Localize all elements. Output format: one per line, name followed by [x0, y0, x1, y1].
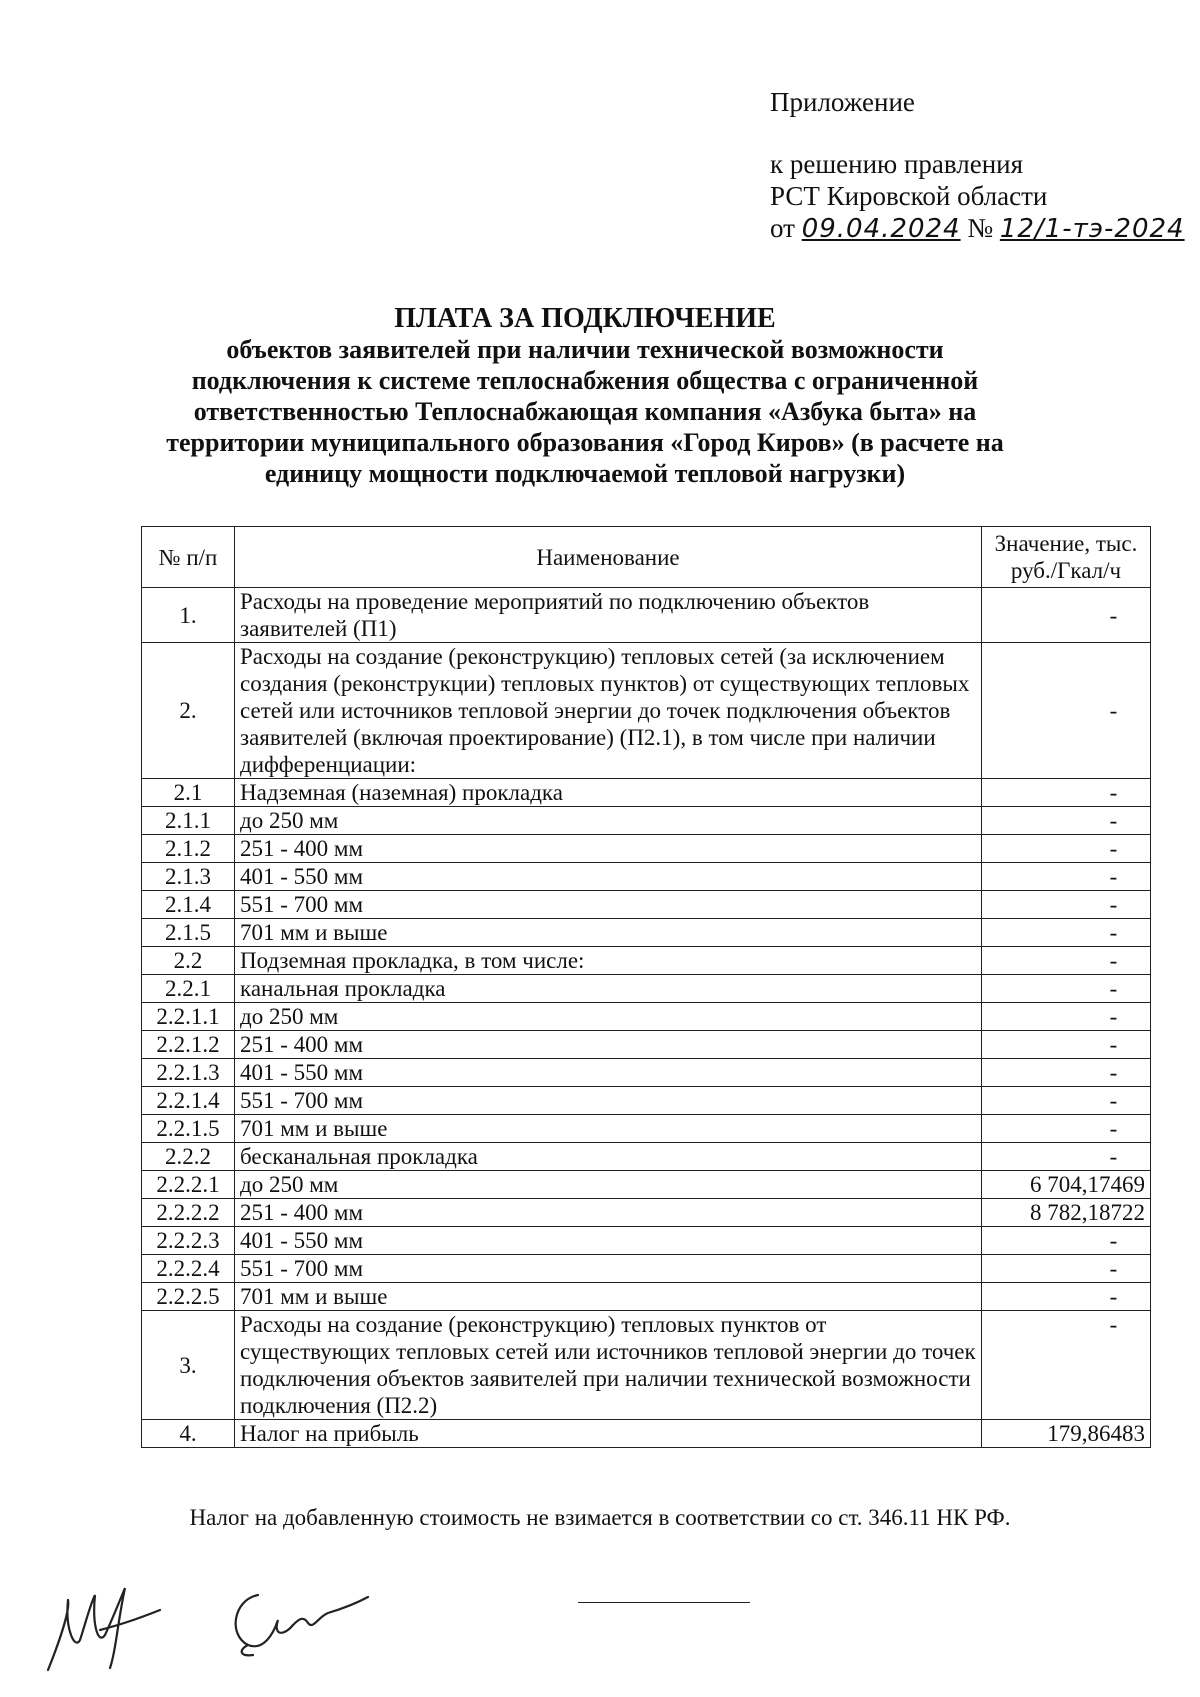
appendix-authority: РСТ Кировской области: [770, 181, 1048, 211]
row-name: канальная прокладка: [235, 975, 982, 1003]
row-value: -: [982, 643, 1151, 779]
row-name: до 250 мм: [235, 1171, 982, 1199]
table-row: [142, 947, 1151, 975]
row-name: до 250 мм: [235, 807, 982, 835]
vat-footnote: Налог на добавленную стоимость не взимается в соответствии со ст. 346.11 НК РФ.: [189, 1505, 1011, 1530]
row-value: -: [982, 1283, 1151, 1311]
row-num: 2.1.2: [142, 835, 235, 863]
table-row: [142, 643, 1151, 779]
row-name: 701 мм и выше: [235, 1115, 982, 1143]
row-num: 2.2.1: [142, 975, 235, 1003]
table-row: [142, 835, 1151, 863]
row-name: 701 мм и выше: [235, 1283, 982, 1311]
row-name: 251 - 400 мм: [235, 1031, 982, 1059]
row-value: -: [982, 975, 1151, 1003]
row-name: 251 - 400 мм: [235, 835, 982, 863]
row-num: 2.2.2.3: [142, 1227, 235, 1255]
row-name: 401 - 550 мм: [235, 863, 982, 891]
row-value: -: [982, 1311, 1151, 1420]
row-num: 2.2.2.1: [142, 1171, 235, 1199]
appendix-date-line: [770, 212, 1185, 245]
table-row: [142, 1420, 1151, 1448]
row-value: -: [982, 807, 1151, 835]
table-body: [142, 588, 1151, 1448]
appendix-decision: к решению правления: [770, 149, 1024, 179]
row-name: до 250 мм: [235, 1003, 982, 1031]
date-prefix: от: [770, 213, 795, 243]
row-num: 2.2.1.3: [142, 1059, 235, 1087]
row-num: 2.2.2: [142, 1143, 235, 1171]
row-name: Надземная (наземная) прокладка: [235, 779, 982, 807]
table-row: [142, 1283, 1151, 1311]
row-name: Расходы на проведение мероприятий по подключению объектов заявителей (П1): [235, 588, 982, 643]
table-row: [142, 1031, 1151, 1059]
row-name: 551 - 700 мм: [235, 1087, 982, 1115]
row-num: 2.1: [142, 779, 235, 807]
table-header-row: [142, 527, 1151, 588]
appendix-label: Приложение: [770, 87, 915, 117]
row-value: -: [982, 891, 1151, 919]
row-name: бесканальная прокладка: [235, 1143, 982, 1171]
row-num: 2.2.2.5: [142, 1283, 235, 1311]
handwritten-date: 09.04.2024: [801, 214, 961, 244]
row-name: 551 - 700 мм: [235, 891, 982, 919]
row-value: -: [982, 1087, 1151, 1115]
table-row: [142, 1255, 1151, 1283]
row-name: Расходы на создание (реконструкцию) тепловых пунктов от существующих тепловых сетей или источников тепловой энергии до точек подключения объектов заявителей при наличии технической возможности подключения (П2.2): [235, 1311, 982, 1420]
row-value: -: [982, 1227, 1151, 1255]
table-row: [142, 1143, 1151, 1171]
table-row: [142, 1003, 1151, 1031]
title-subtitle: объектов заявителей при наличии технической возможности подключения к системе теплоснабжения общества с ограниченной ответственностью Теплоснабжающая компания «Азбука быта» на территории муниципального образования «Город Киров» (в расчете на единицу мощности подключаемой тепловой нагрузки): [166, 335, 1004, 488]
row-name: 401 - 550 мм: [235, 1059, 982, 1087]
row-name: Подземная прокладка, в том числе:: [235, 947, 982, 975]
row-num: 3.: [142, 1311, 235, 1420]
row-num: 2.2.2.2: [142, 1199, 235, 1227]
row-num: 2.2: [142, 947, 235, 975]
table-row: [142, 1199, 1151, 1227]
row-value: -: [982, 863, 1151, 891]
row-num: 2.2.2.4: [142, 1255, 235, 1283]
row-name: 401 - 550 мм: [235, 1227, 982, 1255]
table-row: [142, 779, 1151, 807]
table-row: [142, 1311, 1151, 1420]
row-name: 701 мм и выше: [235, 919, 982, 947]
row-value: -: [982, 835, 1151, 863]
row-value: -: [982, 1059, 1151, 1087]
row-value: -: [982, 588, 1151, 643]
row-num: 2.2.1.5: [142, 1115, 235, 1143]
row-name: 551 - 700 мм: [235, 1255, 982, 1283]
row-value: -: [982, 1003, 1151, 1031]
row-value: 8 782,18722: [982, 1199, 1151, 1227]
title-main: ПЛАТА ЗА ПОДКЛЮЧЕНИЕ: [394, 303, 776, 334]
row-value: -: [982, 947, 1151, 975]
table-row: [142, 588, 1151, 643]
table-row: [142, 919, 1151, 947]
row-value: -: [982, 919, 1151, 947]
table-row: [142, 975, 1151, 1003]
row-num: 2.1.4: [142, 891, 235, 919]
document-title: [150, 303, 1020, 489]
row-num: 2.1.3: [142, 863, 235, 891]
row-num: 2.2.1.1: [142, 1003, 235, 1031]
number-prefix: №: [967, 213, 994, 243]
row-num: 4.: [142, 1420, 235, 1448]
row-num: 2.1.5: [142, 919, 235, 947]
row-value: 179,86483: [982, 1420, 1151, 1448]
header-name: Наименование: [235, 527, 982, 588]
table-row: [142, 1171, 1151, 1199]
row-value: -: [982, 1031, 1151, 1059]
header-value: Значение, тыс. руб./Гкал/ч: [982, 527, 1151, 588]
table-row: [142, 891, 1151, 919]
table-row: [142, 1059, 1151, 1087]
row-value: -: [982, 1115, 1151, 1143]
row-value: -: [982, 1255, 1151, 1283]
row-value: 6 704,17469: [982, 1171, 1151, 1199]
row-name: Налог на прибыль: [235, 1420, 982, 1448]
tariff-table: [141, 526, 1151, 1448]
table-row: [142, 1087, 1151, 1115]
header-num: № п/п: [142, 527, 235, 588]
table-row: [142, 807, 1151, 835]
row-num: 2.: [142, 643, 235, 779]
table-row: [142, 1115, 1151, 1143]
signature-line: [578, 1602, 750, 1603]
handwritten-number: 12/1-тэ-2024: [999, 214, 1185, 244]
appendix-block: [770, 86, 1185, 245]
row-num: 1.: [142, 588, 235, 643]
signature-2-icon: [218, 1575, 378, 1660]
table-row: [142, 863, 1151, 891]
row-num: 2.2.1.4: [142, 1087, 235, 1115]
table-row: [142, 1227, 1151, 1255]
row-name: 251 - 400 мм: [235, 1199, 982, 1227]
signature-1-icon: [40, 1580, 170, 1675]
row-value: -: [982, 779, 1151, 807]
row-num: 2.1.1: [142, 807, 235, 835]
row-num: 2.2.1.2: [142, 1031, 235, 1059]
row-name: Расходы на создание (реконструкцию) тепловых сетей (за исключением создания (реконструкции) тепловых пунктов) от существующих тепловых сетей или источников тепловой энергии до точек подключения объектов заявителей (включая проектирование) (П2.1), в том числе при наличии дифференциации:: [235, 643, 982, 779]
row-value: -: [982, 1143, 1151, 1171]
